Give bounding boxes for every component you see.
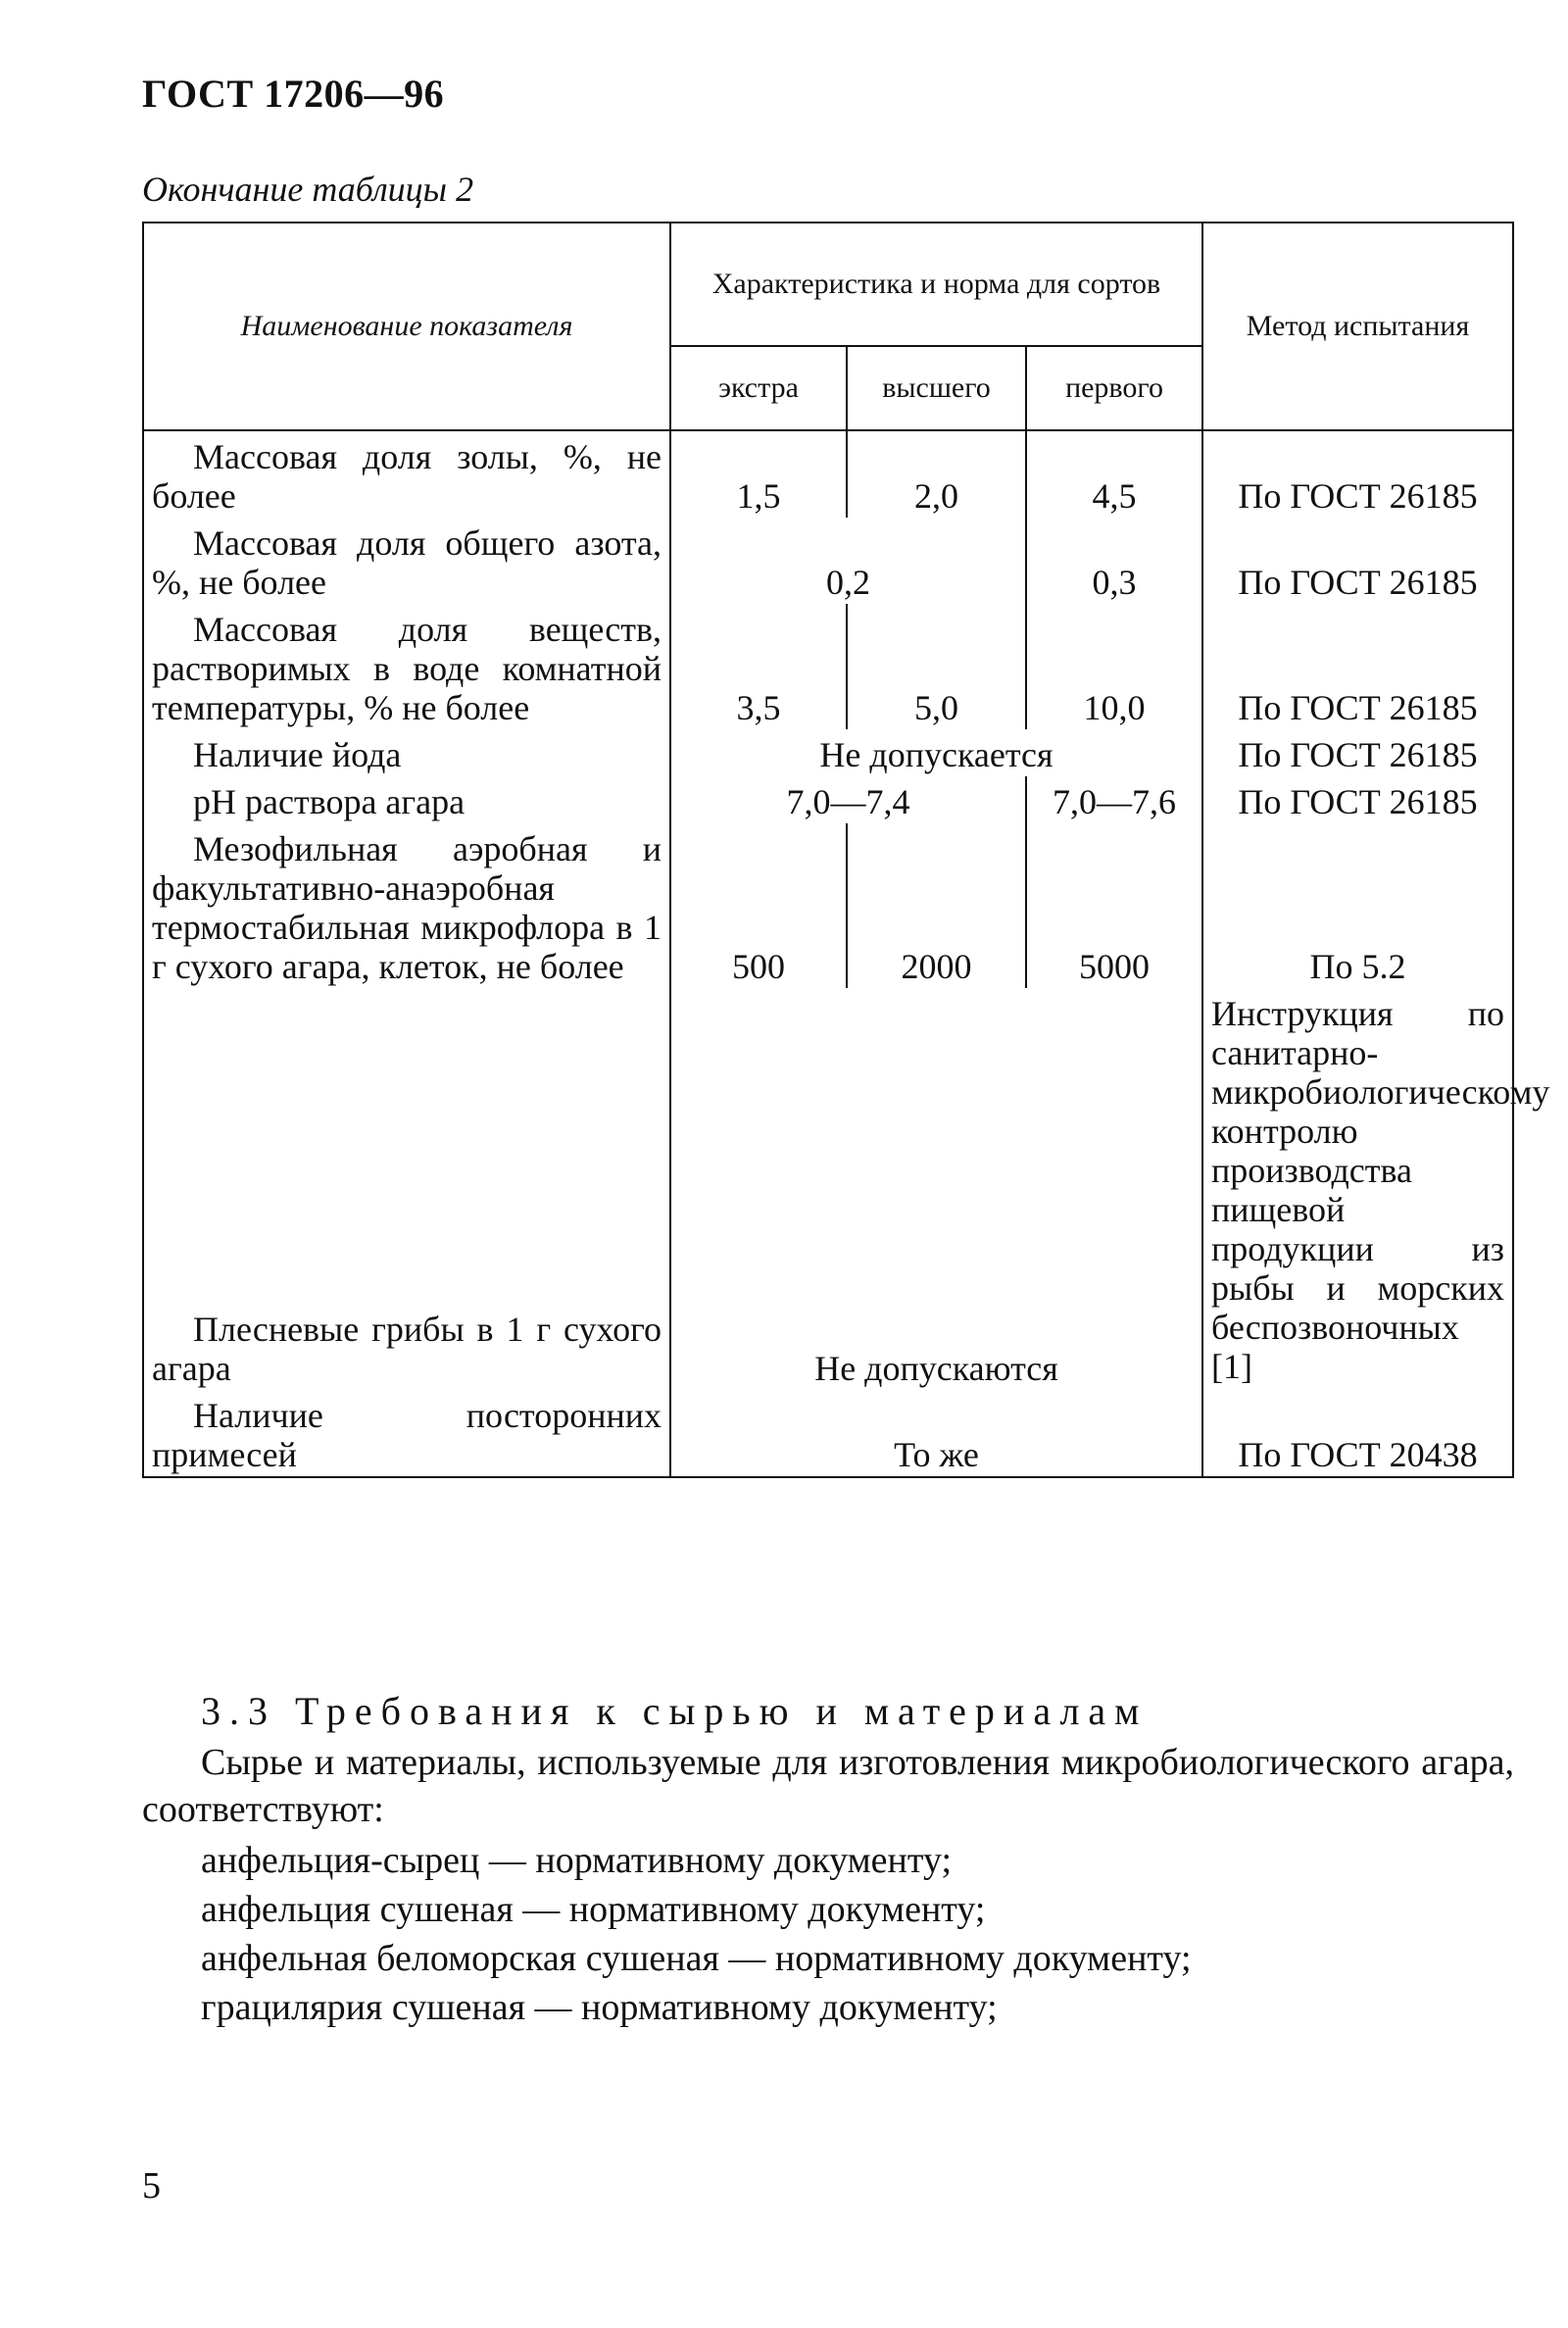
- value-first: 7,0—7,6: [1026, 776, 1202, 823]
- list-item: грацилярия сушеная — нормативному документу;: [201, 1987, 998, 2028]
- value-first: 4,5: [1026, 430, 1202, 518]
- test-method: Инструкция по санитарно-микробиологическому контролю производства пищевой продукции из рыбы и морских беспозвоночных [1]: [1202, 988, 1513, 1390]
- value-higher: 5,0: [847, 604, 1026, 729]
- header-grade-extra: экстра: [670, 346, 847, 430]
- value-first: 5000: [1026, 823, 1202, 988]
- indicator-name: Наличие посторонних примесей: [143, 1390, 670, 1477]
- indicator-name: Массовая доля золы, %, не более: [143, 430, 670, 518]
- indicator-name: pH раствора агара: [143, 776, 670, 823]
- table-row: [143, 729, 1513, 776]
- indicator-name: Массовая доля общего азота, %, не более: [143, 518, 670, 604]
- table-row: [143, 430, 1513, 518]
- value-extra: 500: [670, 823, 847, 988]
- table-row: [143, 1390, 1513, 1477]
- test-method: По ГОСТ 26185: [1202, 776, 1513, 823]
- test-method: По ГОСТ 26185: [1202, 604, 1513, 729]
- header-test-method: Метод испытания: [1202, 223, 1513, 430]
- value-extra-higher: 0,2: [670, 518, 1026, 604]
- value-first: 10,0: [1026, 604, 1202, 729]
- value-all-grades: Не допускаются: [670, 988, 1202, 1390]
- value-all-grades: Не допускается: [670, 729, 1202, 776]
- indicator-name: Наличие йода: [143, 729, 670, 776]
- test-method: По ГОСТ 20438: [1202, 1390, 1513, 1477]
- table-row: [143, 604, 1513, 729]
- indicator-name: Мезофильная аэробная и факультативно-анаэробная термостабильная микрофлора в 1 г сухого агара, клеток, не более: [143, 823, 670, 988]
- table-row: [143, 988, 1513, 1390]
- value-all-grades: То же: [670, 1390, 1202, 1477]
- value-extra-higher: 7,0—7,4: [670, 776, 1026, 823]
- list-item: анфельция сушеная — нормативному документу;: [201, 1889, 986, 1930]
- test-method: По ГОСТ 26185: [1202, 430, 1513, 518]
- section-intro: Сырье и материалы, используемые для изготовления микробиологического агара, соответствуют:: [142, 1742, 1514, 1830]
- value-higher: 2,0: [847, 430, 1026, 518]
- value-extra: 3,5: [670, 604, 847, 729]
- table-caption: Окончание таблицы 2: [142, 170, 474, 209]
- table-row: [143, 823, 1513, 988]
- document-header: ГОСТ 17206—96: [142, 72, 445, 116]
- header-grade-higher: высшего: [847, 346, 1026, 430]
- indicator-name: Массовая доля веществ, растворимых в воде комнатной температуры, % не более: [143, 604, 670, 729]
- test-method: По ГОСТ 26185: [1202, 518, 1513, 604]
- value-extra: 1,5: [670, 430, 847, 518]
- page-number: 5: [142, 2165, 161, 2206]
- test-method: По ГОСТ 26185: [1202, 729, 1513, 776]
- header-grade-group: Характеристика и норма для сортов: [670, 223, 1202, 346]
- requirements-table: [142, 222, 1550, 1478]
- list-item: анфельция-сырец — нормативному документу;: [201, 1840, 953, 1881]
- table-row: [143, 776, 1513, 823]
- test-method: По 5.2: [1202, 823, 1513, 988]
- value-higher: 2000: [847, 823, 1026, 988]
- list-item: анфельная беломорская сушеная — нормативному документу;: [201, 1938, 1192, 1979]
- table-row: [143, 518, 1513, 604]
- header-indicator-name: Наименование показателя: [143, 223, 670, 430]
- section-heading: 3.3 Требования к сырью и материалам: [201, 1689, 1149, 1733]
- header-grade-first: первого: [1026, 346, 1202, 430]
- indicator-name: Плесневые грибы в 1 г сухого агара: [143, 988, 670, 1390]
- value-first: 0,3: [1026, 518, 1202, 604]
